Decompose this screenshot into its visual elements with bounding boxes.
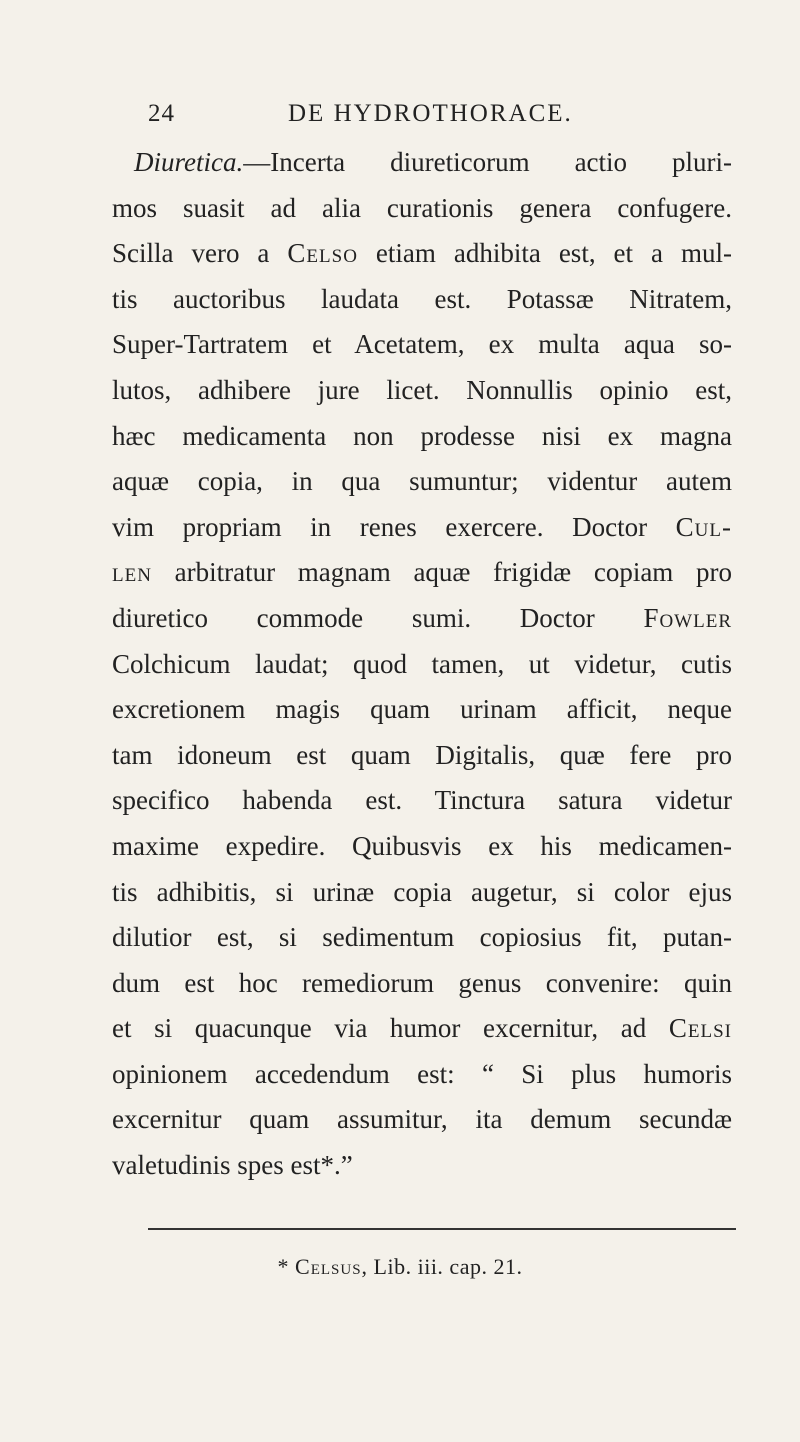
text-line: excretionem magis quam urinam afficit, neque <box>112 694 732 725</box>
footnote-marker: * <box>277 1254 290 1279</box>
text-line <box>112 596 732 642</box>
line-text: etiam adhibita est, et a mul- <box>357 238 732 269</box>
author-name-celso: Celso <box>287 238 358 269</box>
text-line <box>112 1006 732 1052</box>
line-text: arbitratur magnam aquæ frigidæ copiam pro <box>151 557 732 588</box>
text-line <box>112 550 732 596</box>
text-line: hæc medicamenta non prodesse nisi ex magna <box>112 420 732 451</box>
text-line: dilutior est, si sedimentum copiosius fit, putan- <box>112 922 732 953</box>
text-line: Colchicum laudat; quod tamen, ut videtur, cutis <box>112 648 732 679</box>
text-line: excernitur quam assumitur, ita demum secundæ <box>112 1104 732 1135</box>
text-line: maxime expedire. Quibusvis ex his medicamen- <box>112 830 732 861</box>
body-text <box>112 140 732 1189</box>
text-line: dum est hoc remediorum genus convenire: quin <box>112 967 732 998</box>
line-text: Scilla vero a <box>112 238 288 269</box>
text-line: aquæ copia, in qua sumuntur; videntur autem <box>112 466 732 497</box>
text-line: tis adhibitis, si urinæ copia augetur, si color ejus <box>112 876 732 907</box>
text-line: specifico habenda est. Tinctura satura videtur <box>112 785 732 816</box>
footnote <box>0 1254 800 1280</box>
line-text: et si quacunque via humor excernitur, ad <box>112 1013 669 1044</box>
author-name-fowler: Fowler <box>643 602 732 633</box>
page-header <box>148 100 602 140</box>
author-name-celsi: Celsi <box>668 1013 732 1044</box>
page-number: 24 <box>148 100 175 127</box>
line-text: diuretico commode sumi. Doctor <box>112 602 644 633</box>
section-title: Diuretica. <box>134 147 244 177</box>
text-line: tis auctoribus laudata est. Potassæ Nitratem, <box>112 283 732 314</box>
text-line: opinionem accedendum est: “ Si plus humoris <box>112 1058 732 1089</box>
text-line <box>112 231 732 277</box>
text-line: Super-Tartratem et Acetatem, ex multa aqua so- <box>112 329 732 360</box>
author-name-cullen-part1: Cul- <box>675 511 732 542</box>
text-line: tam idoneum est quam Digitalis, quæ fere pro <box>112 739 732 770</box>
footnote-reference: , Lib. iii. cap. 21. <box>361 1254 523 1279</box>
text-line: mos suasit ad alia curationis genera confugere. <box>112 192 732 223</box>
text-line <box>112 140 732 186</box>
text-line: lutos, adhibere jure licet. Nonnullis opinio est, <box>112 374 732 405</box>
text-line: valetudinis spes est*.” <box>112 1150 353 1181</box>
running-head: DE HYDROTHORACE. <box>288 100 573 127</box>
author-name-cullen-part2: len <box>112 557 152 588</box>
footnote-divider <box>148 1228 736 1230</box>
text-line <box>112 505 732 551</box>
line-text: —Incerta diureticorum actio pluri- <box>243 147 732 177</box>
footnote-author: Celsus <box>295 1254 362 1279</box>
line-text: vim propriam in renes exercere. Doctor <box>112 511 676 542</box>
